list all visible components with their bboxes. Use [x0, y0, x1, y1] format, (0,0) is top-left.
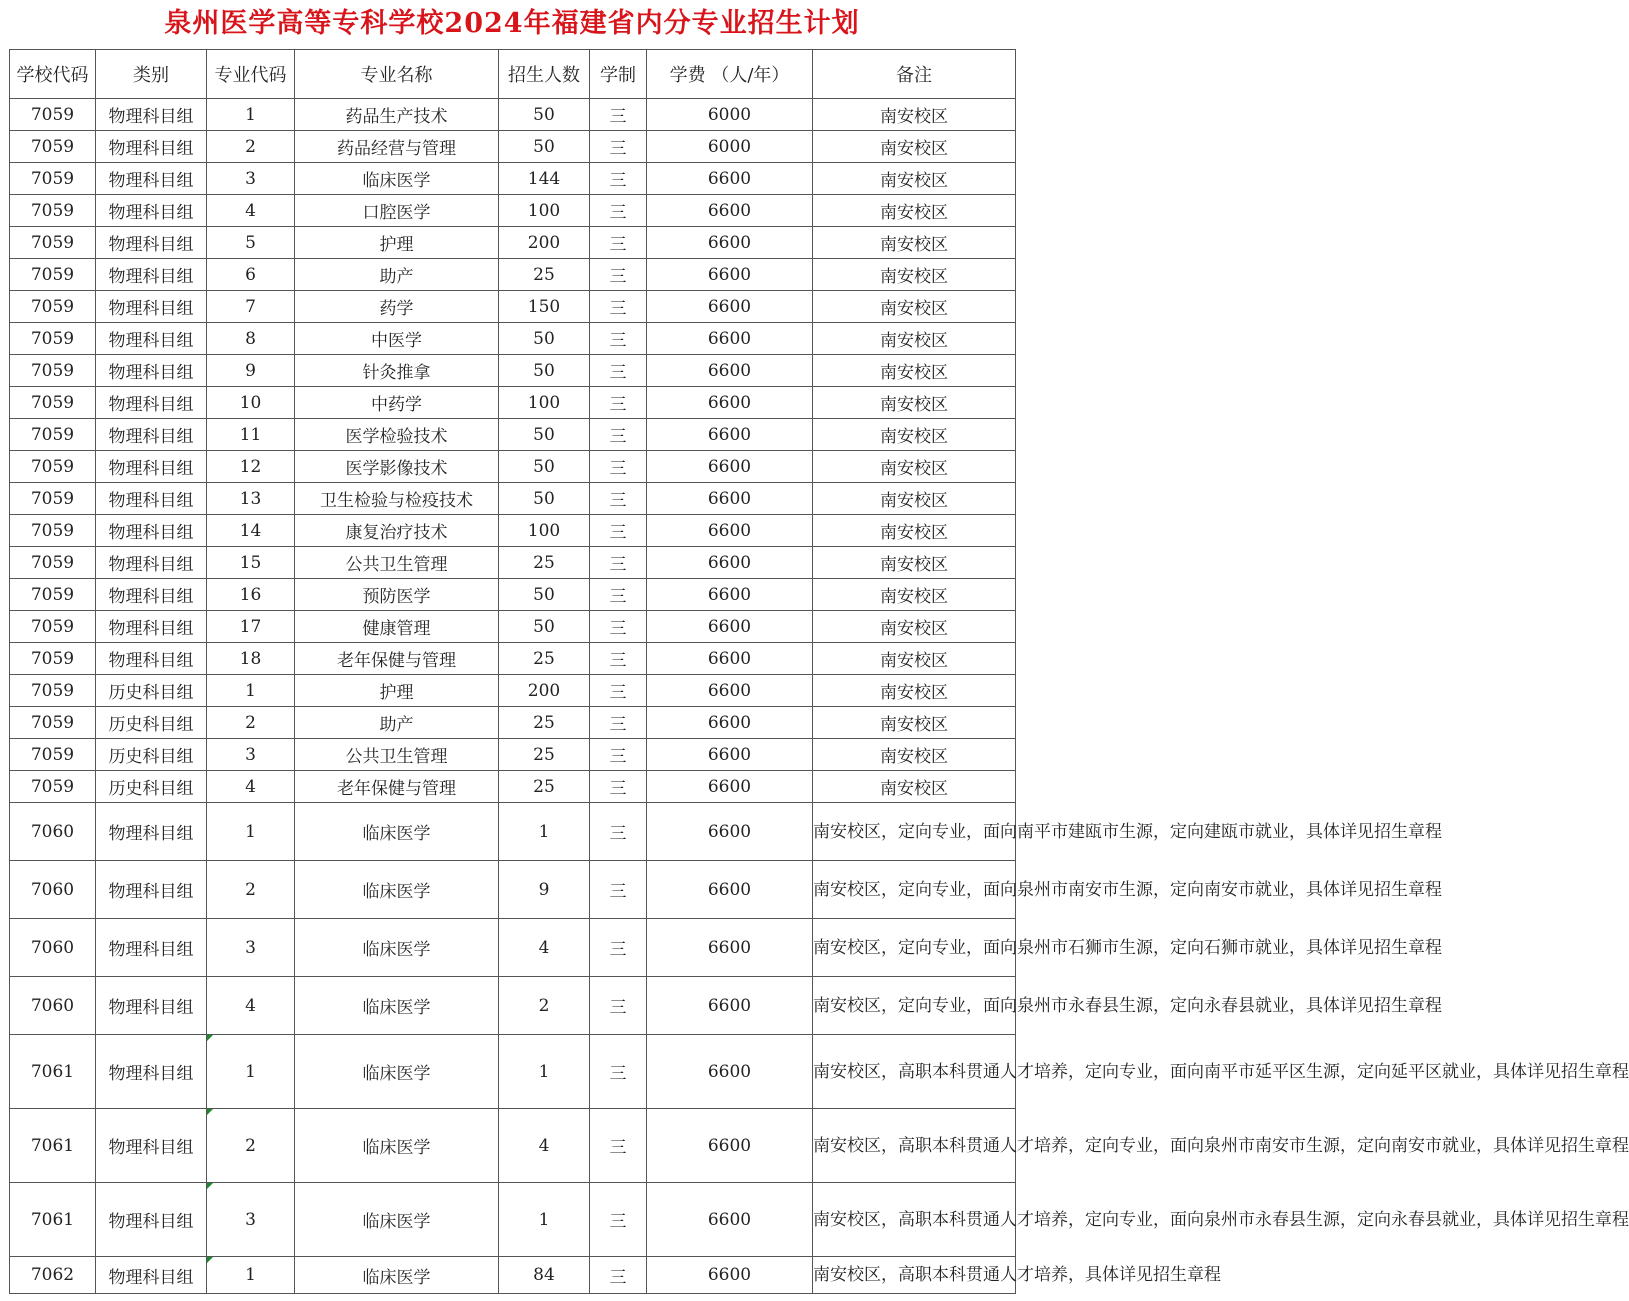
enrollment-count-cell: 84 [499, 1257, 590, 1294]
major-name-cell: 护理 [295, 227, 499, 259]
table-row [10, 803, 1016, 861]
header-enrollment-count: 招生人数 [499, 50, 590, 99]
header-duration: 学制 [590, 50, 647, 99]
table-row [10, 387, 1016, 419]
table-row [10, 611, 1016, 643]
tuition-cell: 6600 [647, 387, 813, 419]
major-name-cell: 药品经营与管理 [295, 131, 499, 163]
category-cell: 物理科目组 [96, 1035, 207, 1109]
duration-cell: 三 [590, 611, 647, 643]
duration-cell: 三 [590, 131, 647, 163]
notes-cell: 南安校区 [813, 195, 1016, 227]
duration-cell: 三 [590, 547, 647, 579]
major-code-cell: 2 [207, 707, 295, 739]
tuition-cell: 6600 [647, 1183, 813, 1257]
enrollment-count-cell: 200 [499, 227, 590, 259]
major-name-cell: 医学影像技术 [295, 451, 499, 483]
duration-cell: 三 [590, 977, 647, 1035]
table-row [10, 355, 1016, 387]
notes-cell: 南安校区 [813, 739, 1016, 771]
notes-cell: 南安校区 [813, 547, 1016, 579]
header-school-code: 学校代码 [10, 50, 96, 99]
major-code-cell: 4 [207, 195, 295, 227]
tuition-cell: 6600 [647, 451, 813, 483]
notes-cell: 南安校区，高职本科贯通人才培养，定向专业，面向南平市延平区生源，定向延平区就业，具体详见招生章程 [813, 1035, 1016, 1109]
category-cell: 物理科目组 [96, 1183, 207, 1257]
tuition-cell: 6600 [647, 977, 813, 1035]
school-code-cell: 7059 [10, 163, 96, 195]
major-code-cell: 12 [207, 451, 295, 483]
school-code-cell: 7059 [10, 131, 96, 163]
enrollment-count-cell: 50 [499, 131, 590, 163]
major-code-cell: 4 [207, 771, 295, 803]
tuition-cell: 6600 [647, 675, 813, 707]
category-cell: 物理科目组 [96, 803, 207, 861]
notes-cell: 南安校区 [813, 227, 1016, 259]
school-code-cell: 7059 [10, 707, 96, 739]
major-code-cell: 3 [207, 163, 295, 195]
table-row [10, 131, 1016, 163]
table-row [10, 227, 1016, 259]
duration-cell: 三 [590, 739, 647, 771]
school-code-cell: 7059 [10, 515, 96, 547]
school-code-cell: 7062 [10, 1257, 96, 1294]
enrollment-count-cell: 2 [499, 977, 590, 1035]
major-name-cell: 健康管理 [295, 611, 499, 643]
tuition-cell: 6600 [647, 579, 813, 611]
category-cell: 物理科目组 [96, 163, 207, 195]
notes-cell: 南安校区，定向专业，面向泉州市永春县生源，定向永春县就业，具体详见招生章程 [813, 977, 1016, 1035]
table-row [10, 259, 1016, 291]
enrollment-count-cell: 9 [499, 861, 590, 919]
major-code-cell: 13 [207, 483, 295, 515]
enrollment-count-cell: 50 [499, 419, 590, 451]
table-header-row [10, 50, 1016, 99]
major-code-cell: 1 [207, 675, 295, 707]
tuition-cell: 6600 [647, 739, 813, 771]
duration-cell: 三 [590, 259, 647, 291]
enrollment-count-cell: 144 [499, 163, 590, 195]
category-cell: 物理科目组 [96, 355, 207, 387]
school-code-cell: 7060 [10, 919, 96, 977]
school-code-cell: 7059 [10, 579, 96, 611]
table-row [10, 99, 1016, 131]
table-row [10, 419, 1016, 451]
category-cell: 物理科目组 [96, 547, 207, 579]
duration-cell: 三 [590, 99, 647, 131]
table-row [10, 977, 1016, 1035]
school-code-cell: 7059 [10, 355, 96, 387]
major-name-cell: 临床医学 [295, 1109, 499, 1183]
duration-cell: 三 [590, 919, 647, 977]
enrollment-count-cell: 100 [499, 515, 590, 547]
duration-cell: 三 [590, 451, 647, 483]
header-notes: 备注 [813, 50, 1016, 99]
category-cell: 物理科目组 [96, 131, 207, 163]
notes-cell: 南安校区 [813, 323, 1016, 355]
tuition-cell: 6600 [647, 259, 813, 291]
school-code-cell: 7059 [10, 771, 96, 803]
notes-cell: 南安校区 [813, 451, 1016, 483]
major-code-cell: 1 [207, 99, 295, 131]
major-code-cell: 17 [207, 611, 295, 643]
school-code-cell: 7060 [10, 803, 96, 861]
enrollment-count-cell: 25 [499, 259, 590, 291]
table-row [10, 451, 1016, 483]
major-name-cell: 中药学 [295, 387, 499, 419]
major-code-cell: 9 [207, 355, 295, 387]
enrollment-count-cell: 4 [499, 919, 590, 977]
school-code-cell: 7059 [10, 451, 96, 483]
major-name-cell: 口腔医学 [295, 195, 499, 227]
school-code-cell: 7059 [10, 195, 96, 227]
category-cell: 物理科目组 [96, 387, 207, 419]
major-code-cell: 18 [207, 643, 295, 675]
tuition-cell: 6600 [647, 227, 813, 259]
enrollment-count-cell: 1 [499, 1035, 590, 1109]
duration-cell: 三 [590, 1257, 647, 1294]
duration-cell: 三 [590, 419, 647, 451]
enrollment-count-cell: 4 [499, 1109, 590, 1183]
major-name-cell: 临床医学 [295, 977, 499, 1035]
major-code-cell: 11 [207, 419, 295, 451]
tuition-cell: 6600 [647, 771, 813, 803]
header-major-name: 专业名称 [295, 50, 499, 99]
category-cell: 历史科目组 [96, 771, 207, 803]
table-row [10, 1183, 1016, 1257]
category-cell: 物理科目组 [96, 579, 207, 611]
notes-cell: 南安校区 [813, 483, 1016, 515]
category-cell: 物理科目组 [96, 195, 207, 227]
major-name-cell: 中医学 [295, 323, 499, 355]
category-cell: 物理科目组 [96, 643, 207, 675]
category-cell: 物理科目组 [96, 611, 207, 643]
table-row [10, 861, 1016, 919]
tuition-cell: 6600 [647, 919, 813, 977]
school-code-cell: 7059 [10, 547, 96, 579]
table-row [10, 675, 1016, 707]
enrollment-plan-table [9, 49, 1629, 1294]
table-row [10, 291, 1016, 323]
notes-cell: 南安校区，高职本科贯通人才培养，定向专业，面向泉州市永春县生源，定向永春县就业，具体详见招生章程 [813, 1183, 1016, 1257]
school-code-cell: 7059 [10, 419, 96, 451]
school-code-cell: 7061 [10, 1035, 96, 1109]
notes-cell: 南安校区 [813, 387, 1016, 419]
enrollment-count-cell: 25 [499, 643, 590, 675]
notes-cell: 南安校区 [813, 579, 1016, 611]
duration-cell: 三 [590, 1035, 647, 1109]
major-name-cell: 药学 [295, 291, 499, 323]
enrollment-count-cell: 50 [499, 579, 590, 611]
major-code-cell: 16 [207, 579, 295, 611]
category-cell: 历史科目组 [96, 707, 207, 739]
table-row [10, 1035, 1016, 1109]
notes-cell: 南安校区 [813, 771, 1016, 803]
category-cell: 历史科目组 [96, 739, 207, 771]
table-row [10, 707, 1016, 739]
major-code-cell: 1 [207, 1035, 295, 1109]
major-name-cell: 临床医学 [295, 803, 499, 861]
table-row [10, 483, 1016, 515]
notes-cell: 南安校区 [813, 131, 1016, 163]
table-row [10, 919, 1016, 977]
notes-cell: 南安校区，定向专业，面向泉州市南安市生源，定向南安市就业，具体详见招生章程 [813, 861, 1016, 919]
category-cell: 物理科目组 [96, 227, 207, 259]
major-code-cell: 15 [207, 547, 295, 579]
category-cell: 物理科目组 [96, 919, 207, 977]
duration-cell: 三 [590, 323, 647, 355]
header-major-code: 专业代码 [207, 50, 295, 99]
duration-cell: 三 [590, 803, 647, 861]
school-code-cell: 7060 [10, 977, 96, 1035]
duration-cell: 三 [590, 227, 647, 259]
duration-cell: 三 [590, 387, 647, 419]
major-code-cell: 3 [207, 739, 295, 771]
category-cell: 物理科目组 [96, 323, 207, 355]
major-name-cell: 药品生产技术 [295, 99, 499, 131]
school-code-cell: 7060 [10, 861, 96, 919]
notes-cell: 南安校区 [813, 163, 1016, 195]
major-name-cell: 卫生检验与检疫技术 [295, 483, 499, 515]
notes-cell: 南安校区 [813, 707, 1016, 739]
major-name-cell: 老年保健与管理 [295, 643, 499, 675]
major-name-cell: 预防医学 [295, 579, 499, 611]
major-code-cell: 2 [207, 861, 295, 919]
duration-cell: 三 [590, 163, 647, 195]
school-code-cell: 7059 [10, 99, 96, 131]
enrollment-count-cell: 25 [499, 707, 590, 739]
table-row [10, 1257, 1016, 1294]
category-cell: 物理科目组 [96, 99, 207, 131]
tuition-cell: 6600 [647, 355, 813, 387]
notes-cell: 南安校区 [813, 515, 1016, 547]
notes-cell: 南安校区，高职本科贯通人才培养，定向专业，面向泉州市南安市生源，定向南安市就业，具体详见招生章程 [813, 1109, 1016, 1183]
duration-cell: 三 [590, 483, 647, 515]
major-code-cell: 4 [207, 977, 295, 1035]
tuition-cell: 6000 [647, 131, 813, 163]
header-category: 类别 [96, 50, 207, 99]
category-cell: 物理科目组 [96, 419, 207, 451]
major-name-cell: 针灸推拿 [295, 355, 499, 387]
enrollment-count-cell: 50 [499, 355, 590, 387]
tuition-cell: 6600 [647, 1109, 813, 1183]
table-row [10, 323, 1016, 355]
major-name-cell: 老年保健与管理 [295, 771, 499, 803]
duration-cell: 三 [590, 1183, 647, 1257]
category-cell: 物理科目组 [96, 515, 207, 547]
enrollment-count-cell: 100 [499, 387, 590, 419]
notes-cell: 南安校区，定向专业，面向南平市建瓯市生源，定向建瓯市就业，具体详见招生章程 [813, 803, 1016, 861]
duration-cell: 三 [590, 675, 647, 707]
major-code-cell: 3 [207, 919, 295, 977]
enrollment-count-cell: 25 [499, 547, 590, 579]
major-name-cell: 护理 [295, 675, 499, 707]
major-code-cell: 6 [207, 259, 295, 291]
enrollment-count-cell: 25 [499, 771, 590, 803]
table-row [10, 771, 1016, 803]
tuition-cell: 6600 [647, 611, 813, 643]
category-cell: 物理科目组 [96, 861, 207, 919]
tuition-cell: 6600 [647, 643, 813, 675]
major-name-cell: 临床医学 [295, 163, 499, 195]
duration-cell: 三 [590, 861, 647, 919]
tuition-cell: 6600 [647, 1257, 813, 1294]
duration-cell: 三 [590, 579, 647, 611]
major-name-cell: 公共卫生管理 [295, 739, 499, 771]
school-code-cell: 7061 [10, 1183, 96, 1257]
duration-cell: 三 [590, 643, 647, 675]
tuition-cell: 6600 [647, 803, 813, 861]
category-cell: 物理科目组 [96, 1109, 207, 1183]
category-cell: 历史科目组 [96, 675, 207, 707]
enrollment-count-cell: 50 [499, 451, 590, 483]
school-code-cell: 7059 [10, 291, 96, 323]
duration-cell: 三 [590, 291, 647, 323]
enrollment-count-cell: 100 [499, 195, 590, 227]
major-code-cell: 2 [207, 1109, 295, 1183]
tuition-cell: 6600 [647, 1035, 813, 1109]
major-code-cell: 10 [207, 387, 295, 419]
duration-cell: 三 [590, 355, 647, 387]
enrollment-count-cell: 1 [499, 803, 590, 861]
major-code-cell: 14 [207, 515, 295, 547]
table-row [10, 547, 1016, 579]
enrollment-count-cell: 150 [499, 291, 590, 323]
major-name-cell: 临床医学 [295, 919, 499, 977]
major-code-cell: 3 [207, 1183, 295, 1257]
school-code-cell: 7059 [10, 323, 96, 355]
header-tuition: 学费 （人/年） [647, 50, 813, 99]
category-cell: 物理科目组 [96, 291, 207, 323]
major-code-cell: 1 [207, 1257, 295, 1294]
notes-cell: 南安校区 [813, 355, 1016, 387]
table-row [10, 579, 1016, 611]
major-name-cell: 康复治疗技术 [295, 515, 499, 547]
category-cell: 物理科目组 [96, 977, 207, 1035]
duration-cell: 三 [590, 707, 647, 739]
school-code-cell: 7059 [10, 387, 96, 419]
tuition-cell: 6600 [647, 707, 813, 739]
table-row [10, 1109, 1016, 1183]
major-code-cell: 7 [207, 291, 295, 323]
notes-cell: 南安校区 [813, 291, 1016, 323]
major-name-cell: 助产 [295, 707, 499, 739]
enrollment-count-cell: 200 [499, 675, 590, 707]
tuition-cell: 6600 [647, 419, 813, 451]
tuition-cell: 6600 [647, 163, 813, 195]
major-code-cell: 1 [207, 803, 295, 861]
enrollment-count-cell: 1 [499, 1183, 590, 1257]
duration-cell: 三 [590, 771, 647, 803]
notes-cell: 南安校区，高职本科贯通人才培养，具体详见招生章程 [813, 1257, 1016, 1294]
enrollment-count-cell: 50 [499, 99, 590, 131]
tuition-cell: 6600 [647, 291, 813, 323]
school-code-cell: 7059 [10, 611, 96, 643]
major-name-cell: 助产 [295, 259, 499, 291]
table-row [10, 739, 1016, 771]
school-code-cell: 7061 [10, 1109, 96, 1183]
school-code-cell: 7059 [10, 643, 96, 675]
notes-cell: 南安校区 [813, 643, 1016, 675]
category-cell: 物理科目组 [96, 259, 207, 291]
category-cell: 物理科目组 [96, 483, 207, 515]
page-title: 泉州医学高等专科学校2024年福建省内分专业招生计划 [164, 8, 860, 39]
school-code-cell: 7059 [10, 483, 96, 515]
major-name-cell: 临床医学 [295, 861, 499, 919]
table-row [10, 163, 1016, 195]
enrollment-count-cell: 50 [499, 483, 590, 515]
major-name-cell: 医学检验技术 [295, 419, 499, 451]
duration-cell: 三 [590, 195, 647, 227]
notes-cell: 南安校区 [813, 675, 1016, 707]
major-name-cell: 临床医学 [295, 1035, 499, 1109]
major-code-cell: 2 [207, 131, 295, 163]
notes-cell: 南安校区 [813, 259, 1016, 291]
major-code-cell: 8 [207, 323, 295, 355]
major-code-cell: 5 [207, 227, 295, 259]
category-cell: 物理科目组 [96, 1257, 207, 1294]
enrollment-count-cell: 50 [499, 611, 590, 643]
tuition-cell: 6600 [647, 483, 813, 515]
major-name-cell: 临床医学 [295, 1183, 499, 1257]
enrollment-count-cell: 50 [499, 323, 590, 355]
major-name-cell: 公共卫生管理 [295, 547, 499, 579]
tuition-cell: 6600 [647, 195, 813, 227]
notes-cell: 南安校区 [813, 611, 1016, 643]
major-name-cell: 临床医学 [295, 1257, 499, 1294]
table-row [10, 515, 1016, 547]
tuition-cell: 6600 [647, 861, 813, 919]
table-row [10, 195, 1016, 227]
table-row [10, 643, 1016, 675]
school-code-cell: 7059 [10, 675, 96, 707]
duration-cell: 三 [590, 1109, 647, 1183]
category-cell: 物理科目组 [96, 451, 207, 483]
notes-cell: 南安校区 [813, 419, 1016, 451]
school-code-cell: 7059 [10, 259, 96, 291]
notes-cell: 南安校区 [813, 99, 1016, 131]
tuition-cell: 6600 [647, 323, 813, 355]
enrollment-count-cell: 25 [499, 739, 590, 771]
duration-cell: 三 [590, 515, 647, 547]
tuition-cell: 6600 [647, 547, 813, 579]
tuition-cell: 6600 [647, 515, 813, 547]
tuition-cell: 6000 [647, 99, 813, 131]
notes-cell: 南安校区，定向专业，面向泉州市石狮市生源，定向石狮市就业，具体详见招生章程 [813, 919, 1016, 977]
school-code-cell: 7059 [10, 739, 96, 771]
school-code-cell: 7059 [10, 227, 96, 259]
